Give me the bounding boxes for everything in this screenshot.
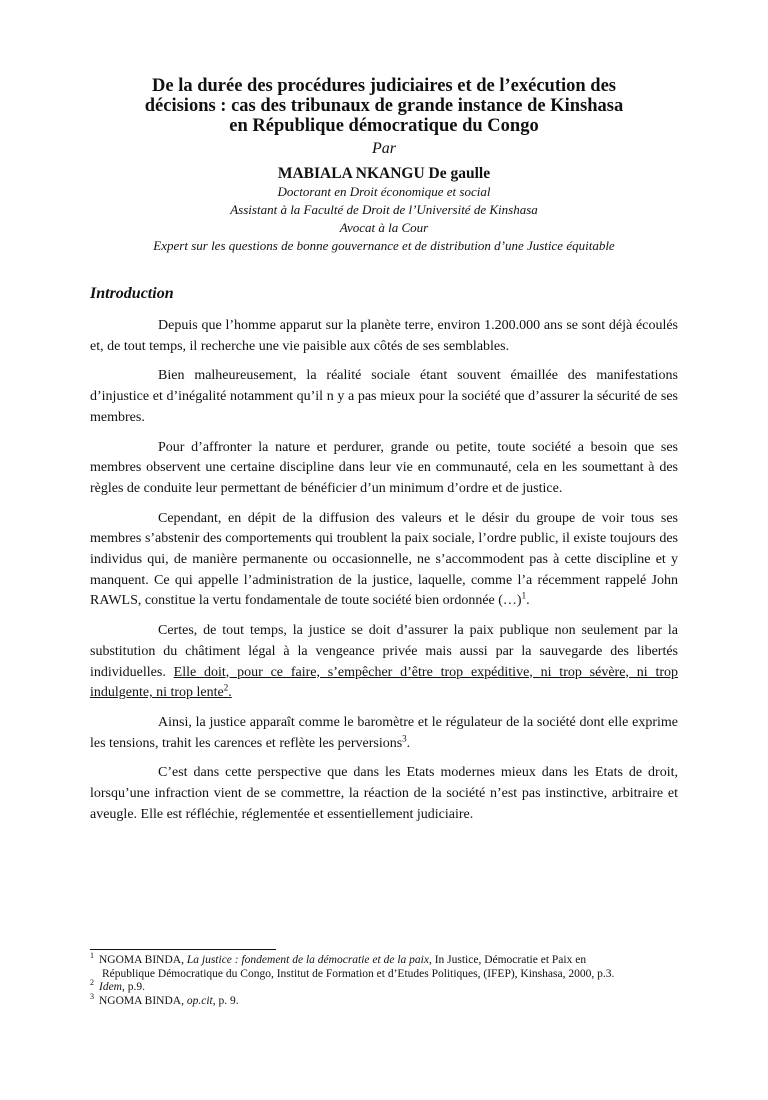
author-name: MABIALA NKANGU De gaulle xyxy=(277,165,491,182)
paper-title xyxy=(90,76,678,136)
footnotes xyxy=(90,951,678,1008)
paragraph: Pour d’affronter la nature et perdurer, grande ou petite, toute société a besoin que ses membres observent une certaine discipline dans leur vie en communauté, cela en les soumettant à des règles de conduite leur permettant de bénéficier d’un minimum d’ordre et de justice. xyxy=(90,439,678,496)
footnote-3: $^3$ NGOMA BINDA, op.cit, p. 9. xyxy=(90,991,239,1007)
footnote-ref[interactable]: 2 xyxy=(223,682,229,693)
affiliation-line: Expert sur les questions de bonne gouvernance et de distribution d’une Justice équitable xyxy=(153,238,615,253)
affiliation-line: Doctorant en Droit économique et social xyxy=(277,184,491,199)
document-page xyxy=(0,76,768,1100)
affiliation-line: Avocat à la Cour xyxy=(339,220,429,235)
title-line-2: décisions : cas des tribunaux de grande instance de Kinshasa xyxy=(144,96,624,116)
footnote-separator xyxy=(90,949,276,950)
footnote-ref[interactable]: 1 xyxy=(521,590,527,601)
author-affiliations xyxy=(90,183,678,255)
body-text xyxy=(90,316,678,825)
title-line-3: en République démocratique du Congo xyxy=(229,116,539,136)
by-line: Par xyxy=(372,140,396,157)
footnote-2: $^2$ Idem, p.9. xyxy=(90,978,145,993)
title-line-1: De la durée des procédures judiciaires et de l’exécution des xyxy=(152,76,616,96)
paragraph: Certes, de tout temps, la justice se doit d’assurer la paix publique non seulement par la substitution du châtiment légal à la vengeance privée mais aussi par la sauvegarde des libertés individuelles. Elle doit, pour ce faire, s’empêcher d’être trop expéditive, ni trop sévère, ni trop indulgente, ni trop lente$^2$. xyxy=(90,623,679,701)
affiliation-line: Assistant à la Faculté de Droit de l’Université de Kinshasa xyxy=(230,202,538,217)
section-heading: Introduction xyxy=(90,285,174,302)
footnote-ref[interactable]: 3 xyxy=(402,733,407,743)
paragraph: Bien malheureusement, la réalité sociale étant souvent émaillée des manifestations d’injustice et d’inégalité notamment qu’il n y a pas mieux pour la société que d’assurer la sécurité de ses membres. xyxy=(90,368,678,425)
underlined-text: Elle doit, pour ce faire, s’empêcher d’être trop expéditive, ni trop sévère, ni trop indulgente, ni trop lente$^2$. xyxy=(90,664,679,701)
paragraph: C’est dans cette perspective que dans les Etats modernes mieux dans les Etats de droit, lorsqu’une infraction vient de se commettre, la réaction de la société n’est pas instinctive, arbitraire et aveugle. Elle est réfléchie, réglementée et essentiellement judiciaire. xyxy=(90,765,678,822)
footnote-1: $^1$ NGOMA BINDA, La justice : fondement de la démocratie et de la paix, In Justice, Démocratie et Paix en République Démocratique du Congo, Institut de Formation et d’Etudes Politiques, (IFEP), Kinshasa, 2000, p.3. xyxy=(90,951,615,980)
paragraph: Cependant, en dépit de la diffusion des valeurs et le désir du groupe de voir tous ses membres s’abstenir des comportements qui troublent la paix sociale, l’ordre public, il existe toujours des individus qui, de manière permanente ou occasionnelle, ne s’accommodent pas à cette discipline et y manquent. Ce qui appelle l’administration de la justice, laquelle, comme l’a récemment rappelé John RAWLS, constitue la vertu fondamentale de toute société bien ordonnée (…)$^1$. xyxy=(90,510,678,609)
paragraph: Depuis que l’homme apparut sur la planète terre, environ 1.200.000 ans se sont déjà écoulés et, de tout temps, il recherche une vie paisible aux côtés de ses semblables. xyxy=(90,318,678,354)
paragraph: Ainsi, la justice apparaît comme le baromètre et le régulateur de la société dont elle exprime les tensions, trahit les carences et reflète les perversions$^3$. xyxy=(90,714,678,751)
